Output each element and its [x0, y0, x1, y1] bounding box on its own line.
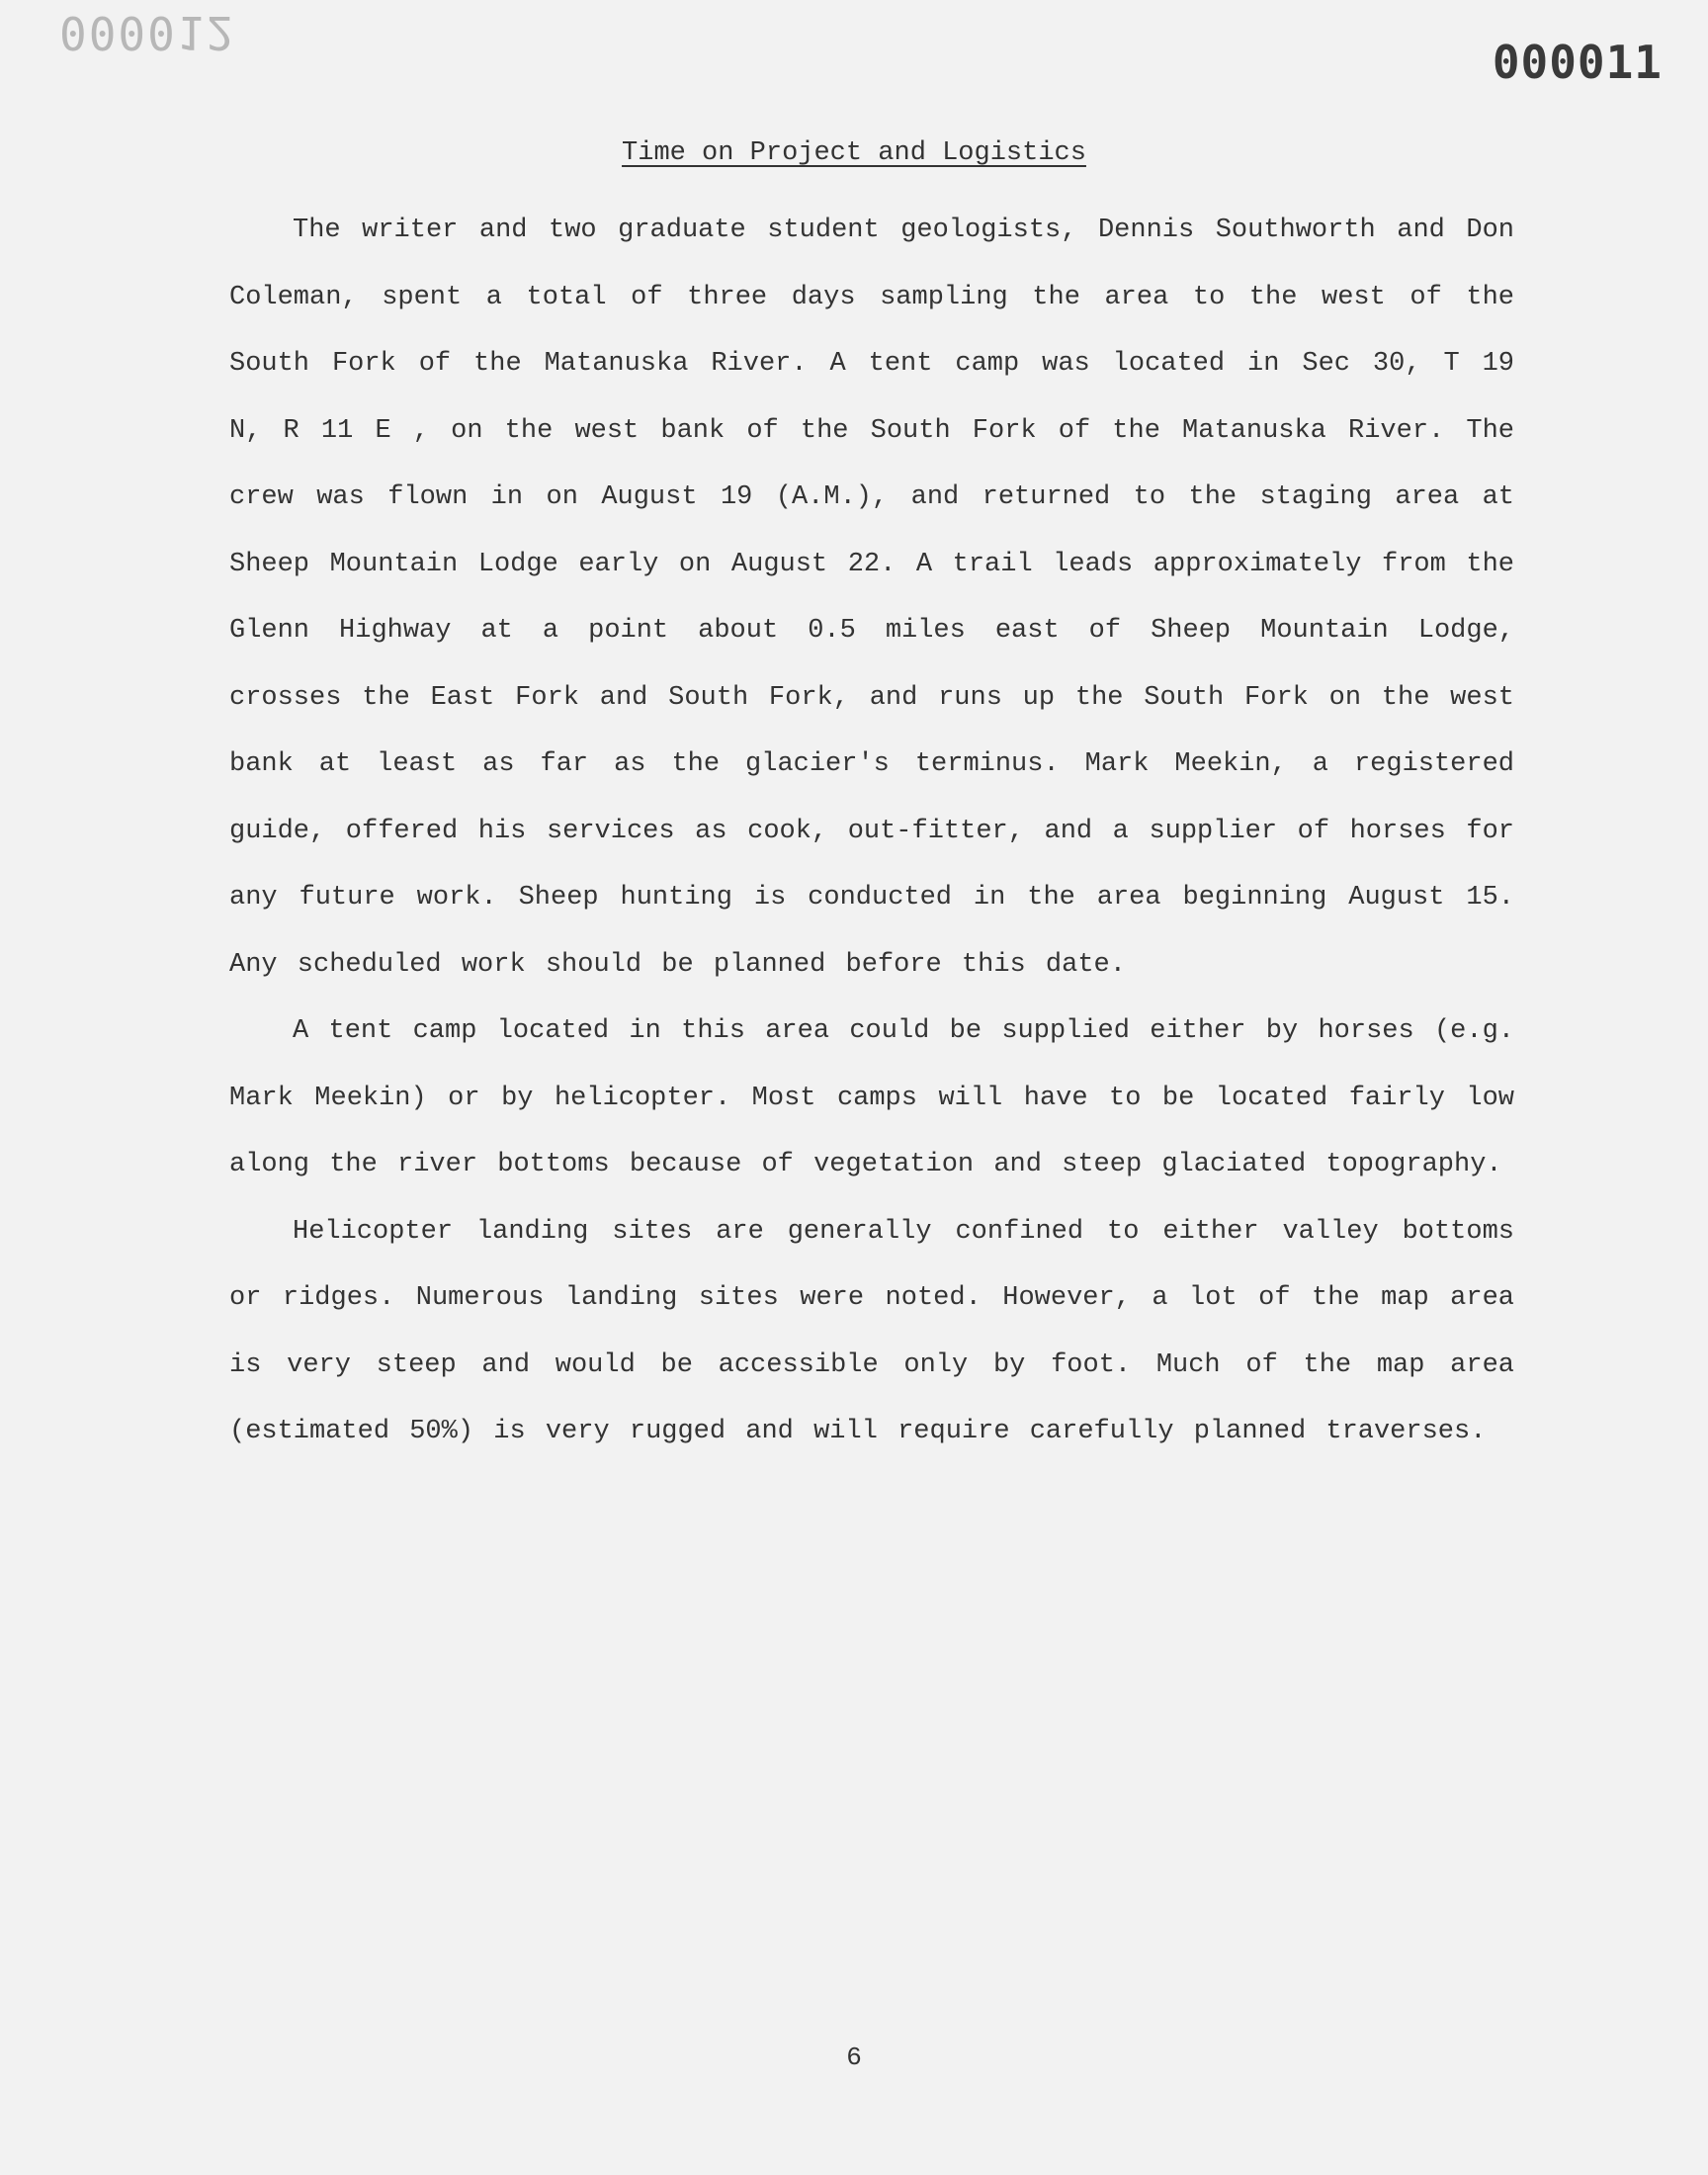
paragraph-logistics: The writer and two graduate student geologists, Dennis Southworth and Don Coleman, spent a total of three days sampling the area to the west of the South Fork of the Matanuska River. A tent camp was located in Sec 30, T 19 N, R 11 E , on the west bank of the South Fork of the Matanuska River. The crew was flown in on August 19 (A.M.), and returned to the staging area at Sheep Mountain Lodge early on August 22. A trail leads approximately from the Glenn Highway at a point about 0.5 miles east of Sheep Mountain Lodge, crosses the East Fork and South Fork, and runs up the South Fork on the west bank at least as far as the glacier's terminus. Mark Meekin, a registered guide, offered his services as cook, out-fitter, and a supplier of horses for any future work. Sheep hunting is conducted in the area beginning August 15. Any scheduled work should be planned before this date.: [229, 216, 1514, 980]
section-title-text: Time on Project and Logistics: [622, 138, 1086, 168]
page-number: 6: [846, 2043, 862, 2072]
paragraph-tent-camp: A tent camp located in this area could be supplied either by horses (e.g. Mark Meekin) or by helicopter. Most camps will have to be located fairly low along the river bottoms because of vegetation and steep glaciated topography.: [229, 1016, 1514, 1179]
section-title: [0, 138, 1708, 168]
document-number: 000011: [1492, 36, 1663, 89]
body-text: [229, 198, 1514, 1466]
paragraph-helicopter-sites: Helicopter landing sites are generally confined to either valley bottoms or ridges. Numerous landing sites were noted. However, a lot of the map area is very steep and would be accessible only by foot. Much of the map area (estimated 50%) is very rugged and will require carefully planned traverses.: [229, 1216, 1514, 1446]
mirrored-stamp-number: 000012: [59, 6, 236, 59]
